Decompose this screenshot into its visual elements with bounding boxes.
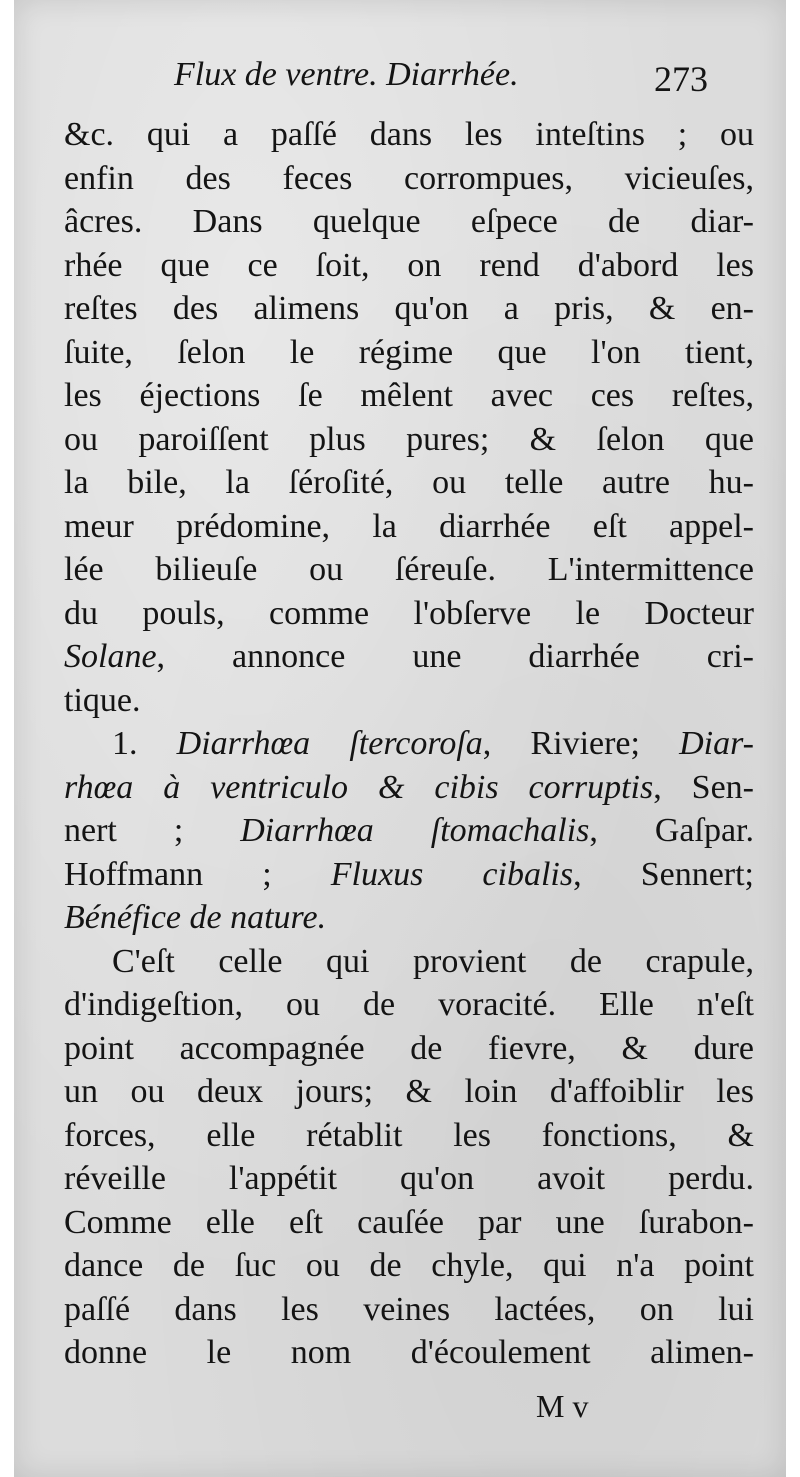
text-line: [64, 635, 754, 679]
roman-text: donne le nom d'écoulement alimen-: [64, 1334, 754, 1371]
text-line: [64, 287, 754, 331]
roman-text: du pouls, comme l'obſerve le Docteur: [64, 594, 754, 632]
roman-text: point accompagnée de fievre, & dure: [64, 1029, 754, 1067]
text-line: [64, 722, 754, 766]
roman-text: , Gaſpar.: [589, 812, 754, 849]
text-line: [64, 1070, 754, 1114]
text-line: [64, 244, 754, 288]
roman-text: rhée que ce ſoit, on rend d'abord les: [64, 246, 754, 284]
body-text: [64, 113, 754, 1375]
text-line: [64, 766, 754, 810]
text-line: [64, 461, 754, 505]
italic-text: Diarrhœa ſtomachalis: [240, 812, 590, 849]
roman-text: Hoffmann ;: [64, 855, 331, 893]
italic-text: Bénéfice de nature.: [64, 899, 327, 936]
italic-text: Diarrhœa ſtercoroſa: [176, 725, 483, 762]
italic-text: Solane: [64, 638, 157, 675]
roman-text: tique.: [64, 681, 141, 719]
text-line: [64, 505, 754, 549]
roman-text: Comme elle eſt cauſée par une ſurabon-: [64, 1203, 754, 1241]
roman-text: âcres. Dans quelque eſpece de diar-: [64, 203, 754, 240]
roman-text: 1.: [112, 725, 177, 762]
text-line: [64, 1288, 754, 1332]
roman-text: , Sen-: [653, 768, 754, 806]
text-line: [64, 1114, 754, 1158]
roman-text: lée bilieuſe ou ſéreuſe. L'intermittence: [64, 551, 754, 588]
text-line: [64, 113, 754, 157]
italic-text: Diar-: [679, 725, 754, 762]
running-head: [14, 56, 786, 104]
text-line: [64, 548, 754, 592]
roman-text: les éjections ſe mêlent avec ces reſtes,: [64, 377, 754, 414]
text-line: [64, 592, 754, 636]
roman-text: meur prédomine, la diarrhée eſt appel-: [64, 507, 754, 545]
text-line: [64, 809, 754, 853]
text-line: [64, 374, 754, 418]
text-line: [64, 1027, 754, 1071]
page-number: 273: [654, 59, 708, 99]
roman-text: dance de ſuc ou de chyle, qui n'a point: [64, 1247, 754, 1284]
roman-text: un ou deux jours; & loin d'affoiblir les: [64, 1073, 754, 1110]
text-line: [64, 983, 754, 1027]
text-line: [64, 200, 754, 244]
roman-text: reſtes des alimens qu'on a pris, & en-: [64, 290, 754, 327]
signature-mark: M v: [536, 1388, 589, 1424]
text-line: [64, 1201, 754, 1245]
roman-text: &c. qui a paſſé dans les inteſtins ; ou: [64, 116, 754, 153]
roman-text: C'eſt celle qui provient de crapule,: [112, 942, 754, 980]
text-line: [64, 1244, 754, 1288]
roman-text: ſuite, ſelon le régime que l'on tient,: [64, 333, 754, 371]
roman-text: d'indigeſtion, ou de voracité. Elle n'eſt: [64, 986, 754, 1023]
roman-text: nert ;: [64, 812, 241, 849]
text-line: [64, 679, 754, 723]
running-head-title: Flux de ventre. Diarrhée.: [174, 56, 519, 93]
roman-text: paſſé dans les veines lactées, on lui: [64, 1290, 754, 1328]
roman-text: enfin des feces corrompues, vicieuſes,: [64, 159, 754, 197]
book-page: [14, 0, 786, 1477]
text-line: [64, 1157, 754, 1201]
roman-text: , annonce une diarrhée cri-: [156, 638, 754, 675]
roman-text: forces, elle rétablit les fonctions, &: [64, 1116, 754, 1154]
roman-text: réveille l'appétit qu'on avoit perdu.: [64, 1160, 754, 1197]
text-line: [64, 853, 754, 897]
italic-text: rhœa à ventriculo & cibis corruptis: [64, 768, 654, 806]
text-line: [64, 1331, 754, 1375]
roman-text: la bile, la ſéroſité, ou telle autre hu-: [64, 464, 754, 501]
text-line: [64, 418, 754, 462]
text-line: [64, 896, 754, 940]
roman-text: , Sennert;: [573, 855, 755, 893]
text-line: [64, 940, 754, 984]
italic-text: Fluxus cibalis: [330, 855, 574, 893]
roman-text: ou paroiſſent plus pures; & ſelon que: [64, 420, 754, 458]
text-line: [64, 331, 754, 375]
roman-text: , Riviere;: [482, 725, 680, 762]
text-line: [64, 157, 754, 201]
